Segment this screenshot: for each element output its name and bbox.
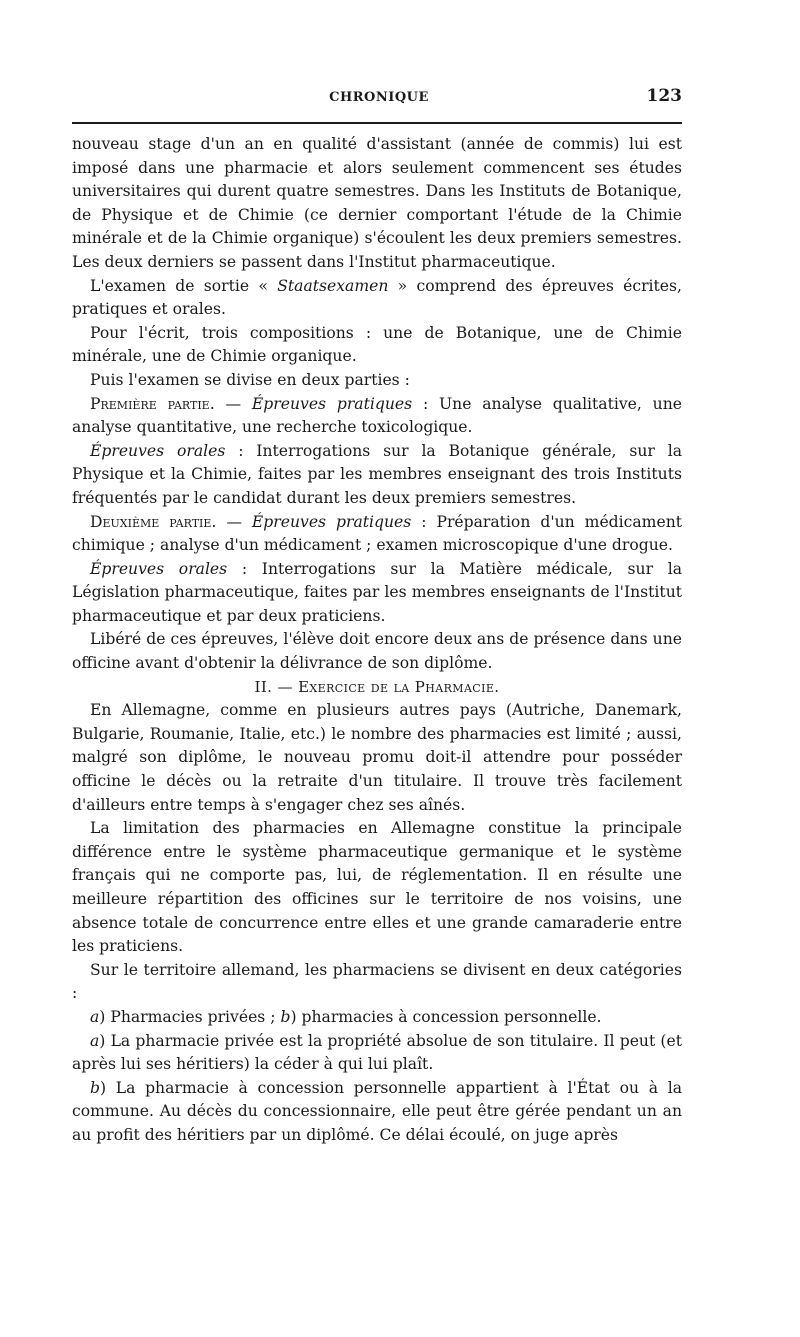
running-title: CHRONIQUE xyxy=(329,90,429,105)
paragraph-7-post: : Préparation d'un médicament chimique ; analyse d'un médicament ; examen microscopique d'une drogue. xyxy=(72,512,683,555)
paragraph-6 xyxy=(72,440,682,511)
list-marker-a: a xyxy=(90,1007,100,1026)
paragraph-1-text: nouveau stage d'un an en qualité d'assistant (année de commis) lui est imposé dans une pharmacie et alors seulement commencent ses études universitaires qui durent quatre semestres. Dans les Instituts de Botanique, de Physique et de Chimie (ce dernier comportant l'étude de la Chimie minérale et de la Chimie organique) s'écoulent les deux premiers semestres. Les deux derniers se passent dans l'Institut pharmaceutique. xyxy=(72,135,682,271)
running-header xyxy=(72,86,686,110)
paragraph-15 xyxy=(72,1077,682,1148)
paragraph-5 xyxy=(72,393,682,440)
paragraph-3-text: Pour l'écrit, trois compositions : une de Botanique, une de Chimie minérale, une de Chimie organique. xyxy=(72,323,682,366)
paragraph-1 xyxy=(72,133,682,275)
list-marker-a: a xyxy=(90,1031,100,1050)
paragraph-6-emphasis: Épreuves orales xyxy=(90,441,226,460)
section-heading: II. — Exercice de la Pharmacie. xyxy=(254,677,500,696)
paragraph-5-emphasis: Épreuves pratiques xyxy=(251,394,413,413)
part-one-label: Première partie. xyxy=(90,394,215,413)
paragraph-2-post: » comprend des épreuves écrites, pratiques et orales. xyxy=(72,276,682,319)
paragraph-5-post: : Une analyse qualitative, une analyse quantitative, une recherche toxicologique. xyxy=(72,394,682,437)
paragraph-7 xyxy=(72,511,682,558)
paragraph-8-emphasis: Épreuves orales xyxy=(90,559,228,578)
paragraph-9 xyxy=(72,628,682,675)
paragraph-14-text: ) La pharmacie privée est la propriété absolue de son titulaire. Il peut (et après lui ses héritiers) la céder à qui lui plaît. xyxy=(72,1031,682,1074)
paragraph-4-text: Puis l'examen se divise en deux parties : xyxy=(90,370,410,389)
paragraph-2-emphasis: Staatsexamen xyxy=(277,276,389,295)
paragraph-14 xyxy=(72,1030,682,1077)
paragraph-8-post: : Interrogations sur la Matière médicale, sur la Législation pharmaceutique, faites par les membres enseignants de l'Institut pharmaceutique et par deux praticiens. xyxy=(72,559,682,625)
paragraph-8 xyxy=(72,558,682,629)
body-text xyxy=(72,133,682,1148)
paragraph-6-post: : Interrogations sur la Botanique générale, sur la Physique et la Chimie, faites par les membres enseignant des trois Instituts fréquentés par le candidat durant les deux premiers semestres. xyxy=(72,441,682,507)
paragraph-2 xyxy=(72,275,682,322)
paragraph-12 xyxy=(72,959,682,1006)
paragraph-15-text: ) La pharmacie à concession personnelle appartient à l'État ou à la commune. Au décès du concessionnaire, elle peut être gérée pendant un an au profit des héritiers par un diplômé. Ce délai écoulé, on juge après xyxy=(72,1078,682,1144)
part-two-label: Deuxième partie. xyxy=(90,512,217,531)
paragraph-3 xyxy=(72,322,682,369)
list-marker-b: b xyxy=(90,1078,100,1097)
paragraph-9-text: Libéré de ces épreuves, l'élève doit encore deux ans de présence dans une officine avant d'obtenir la délivrance de son diplôme. xyxy=(72,630,682,673)
paragraph-13-b-text: ) pharmacies à concession personnelle. xyxy=(290,1007,602,1026)
paragraph-7-emphasis: Épreuves pratiques xyxy=(251,512,412,531)
paragraph-10 xyxy=(72,699,682,817)
paragraph-13-a-text: ) Pharmacies privées ; xyxy=(99,1007,281,1026)
paragraph-11-text: La limitation des pharmacies en Allemagne constitue la principale différence entre le système pharmaceutique germanique et le système français qui ne comporte pas, lui, de réglementation. Il en résulte une meilleure répartition des officines sur le territoire de nos voisins, une absence totale de concurrence entre elles et une grande camaraderie entre les praticiens. xyxy=(72,819,682,956)
paragraph-7-dash: — xyxy=(216,512,252,531)
paragraph-5-dash: — xyxy=(214,394,252,413)
list-marker-b: b xyxy=(280,1007,291,1026)
paragraph-12-text: Sur le territoire allemand, les pharmaciens se divisent en deux catégories : xyxy=(72,960,682,1003)
paragraph-2-pre: L'examen de sortie « xyxy=(90,276,278,295)
paragraph-11 xyxy=(72,817,682,959)
page-number: 123 xyxy=(646,86,682,106)
paragraph-13 xyxy=(72,1006,682,1030)
paragraph-4 xyxy=(72,369,682,393)
paragraph-10-text: En Allemagne, comme en plusieurs autres pays (Autriche, Danemark, Bulgarie, Roumanie, Italie, etc.) le nombre des pharmacies est limité ; aussi, malgré son diplôme, le nouveau promu doit-il attendre pour posséder officine le décès ou la retraite d'un titulaire. Il trouve très facilement d'ailleurs entre temps à s'engager chez ses aînés. xyxy=(72,701,682,814)
header-rule xyxy=(72,122,682,124)
